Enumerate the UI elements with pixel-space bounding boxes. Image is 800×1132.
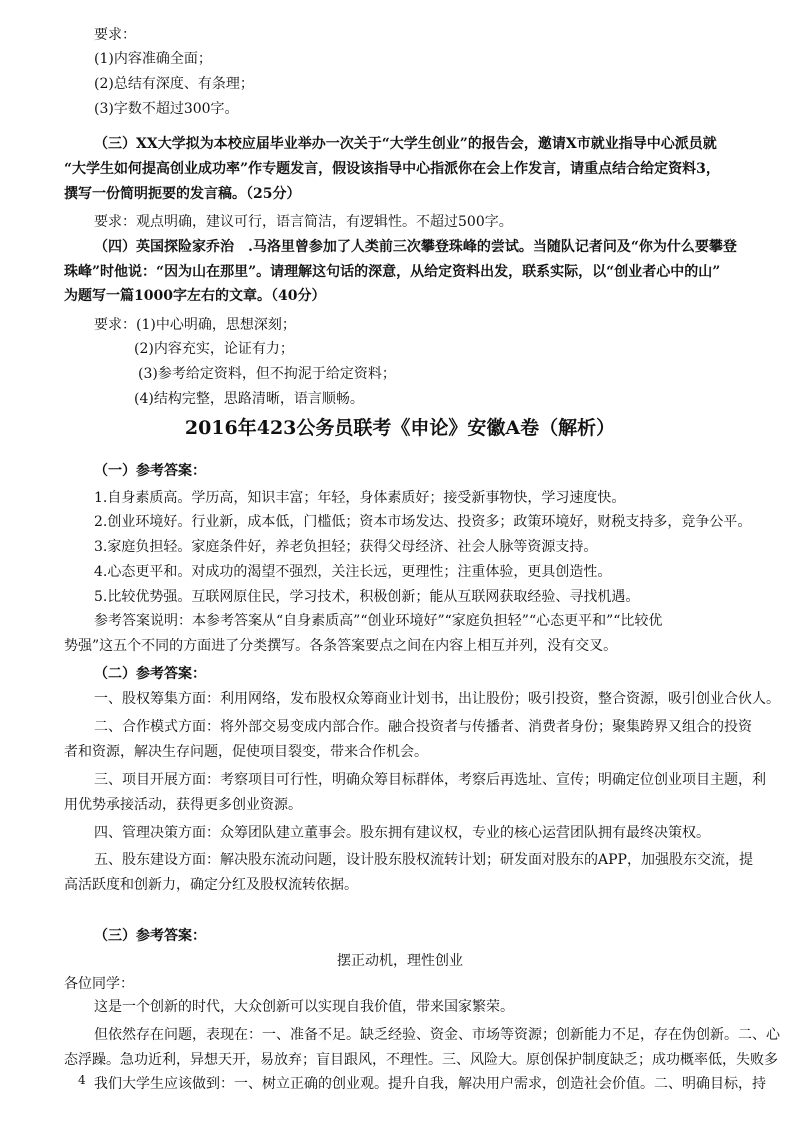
speech-line-4: 我们大学生应该做到：一、树立正确的创业观。提升自我，解决用户需求，创造社会价值。二、明确目标，持 — [94, 1076, 766, 1092]
answer2-line-4: 三、项目开展方面：考察项目可行性，明确众筹目标群体，考察后再选址、宣传；明确定位创业项目主题，利 — [94, 772, 766, 788]
answer1-item-3: 3.家庭负担轻。家庭条件好，养老负担轻；获得父母经济、社会人脉等资源支持。 — [94, 539, 598, 555]
answer2-line-3: 者和资源，解决生存问题，促使项目裂变，带来合作机会。 — [64, 744, 428, 760]
answer3-heading: （三）参考答案： — [94, 928, 206, 944]
speech-line-1: 这是一个创新的时代，大众创新可以实现自我价值，带来国家繁荣。 — [94, 999, 514, 1015]
answer1-note-line-2: 势强”这五个不同的方面进了分类撰写。各条答案要点之间在内容上相互并列，没有交叉。 — [64, 638, 618, 654]
q3-prompt-line-3: 撰写一份简明扼要的发言稿。（25分） — [64, 186, 301, 202]
answer1-note-line-1: 参考答案说明：本参考答案从“自身素质高”“创业环境好”“家庭负担轻”“心态更平和”“比较优 — [94, 613, 663, 629]
q4-prompt-line-3: 为题写一篇1000字左右的文章。（40分） — [64, 288, 326, 304]
answer1-item-4: 4.心态更平和。对成功的渴望不强烈，关注长远，更理性；注重体验，更具创造性。 — [94, 564, 612, 580]
answer2-line-5: 用优势承接活动，获得更多创业资源。 — [64, 797, 302, 813]
q4-requirement-1: 要求：(1)中心明确，思想深刻； — [94, 317, 296, 333]
answer1-item-1: 1.自身素质高。学历高，知识丰富；年轻，身体素质好；接受新事物快，学习速度快。 — [94, 490, 626, 506]
answer2-line-7: 五、股东建设方面：解决股东流动问题，设计股东股权流转计划；研发面对股东的APP，加强股东交流，提 — [94, 852, 753, 868]
q4-requirement-2: (2)内容充实，论证有力； — [134, 341, 294, 357]
answer1-item-5: 5.比较优势强。互联网原住民，学习技术，积极创新；能从互联网获取经验、寻找机遇。 — [94, 589, 640, 605]
speech-salutation: 各位同学： — [64, 976, 134, 992]
q2-requirements-heading: 要求： — [94, 27, 136, 43]
page-number: 4 — [78, 1073, 86, 1087]
answer1-heading: （一）参考答案： — [94, 463, 206, 479]
answer1-item-2: 2.创业环境好。行业新，成本低，门槛低；资本市场发达、投资多；政策环境好，财税支持多，竞争公平。 — [94, 514, 752, 530]
speech-line-3: 态浮躁。急功近利，异想天开，易放弃；盲目跟风，不理性。三、风险大。原创保护制度缺乏；成功概率低，失败多 — [64, 1052, 778, 1068]
speech-title: 摆正动机，理性创业 — [337, 953, 463, 969]
q4-requirement-4: (4)结构完整，思路清晰，语言顺畅。 — [134, 391, 364, 407]
q2-requirement-2: (2)总结有深度、有条理； — [94, 76, 254, 92]
q2-requirement-1: (1)内容准确全面； — [94, 51, 212, 67]
answer2-line-2: 二、合作模式方面：将外部交易变成内部合作。融合投资者与传播者、消费者身份；聚集跨界又组合的投资 — [94, 719, 752, 735]
q4-prompt-line-2: 珠峰”时他说：“因为山在那里”。请理解这句话的深意，从给定资料出发，联系实际，以“创业者心中的山” — [64, 264, 721, 280]
analysis-title: 2016年423公务员联考《申论》安徽A卷（解析） — [184, 417, 616, 439]
q3-prompt-line-1: （三）XX大学拟为本校应届毕业举办一次关于“大学生创业”的报告会，邀请X市就业指导中心派员就 — [94, 136, 717, 152]
answer2-heading: （二）参考答案： — [94, 666, 206, 682]
answer2-line-1: 一、股权筹集方面：利用网络，发布股权众筹商业计划书，出让股份；吸引投资，整合资源，吸引创业合伙人。 — [94, 691, 780, 707]
q4-prompt-line-1: （四）英国探险家乔治 .马洛里曾参加了人类前三次攀登珠峰的尝试。当随队记者问及“你为什么要攀登 — [94, 239, 737, 255]
q2-requirement-3: (3)字数不超过300字。 — [94, 101, 239, 117]
answer2-line-8: 高活跃度和创新力，确定分红及股权流转依据。 — [64, 877, 358, 893]
answer2-line-6: 四、管理决策方面：众筹团队建立董事会。股东拥有建议权，专业的核心运营团队拥有最终决策权。 — [94, 825, 710, 841]
q3-requirement: 要求：观点明确，建议可行，语言简洁，有逻辑性。不超过500字。 — [94, 214, 513, 230]
q3-prompt-line-2: “大学生如何提高创业成功率”作专题发言，假设该指导中心指派你在会上作发言，请重点结合给定资料3， — [64, 161, 720, 177]
speech-line-2: 但依然存在问题，表现在：一、准备不足。缺乏经验、资金、市场等资源；创新能力不足，存在伪创新。二、心 — [94, 1027, 780, 1043]
q4-requirement-3: (3)参考给定资料，但不拘泥于给定资料； — [138, 366, 396, 382]
